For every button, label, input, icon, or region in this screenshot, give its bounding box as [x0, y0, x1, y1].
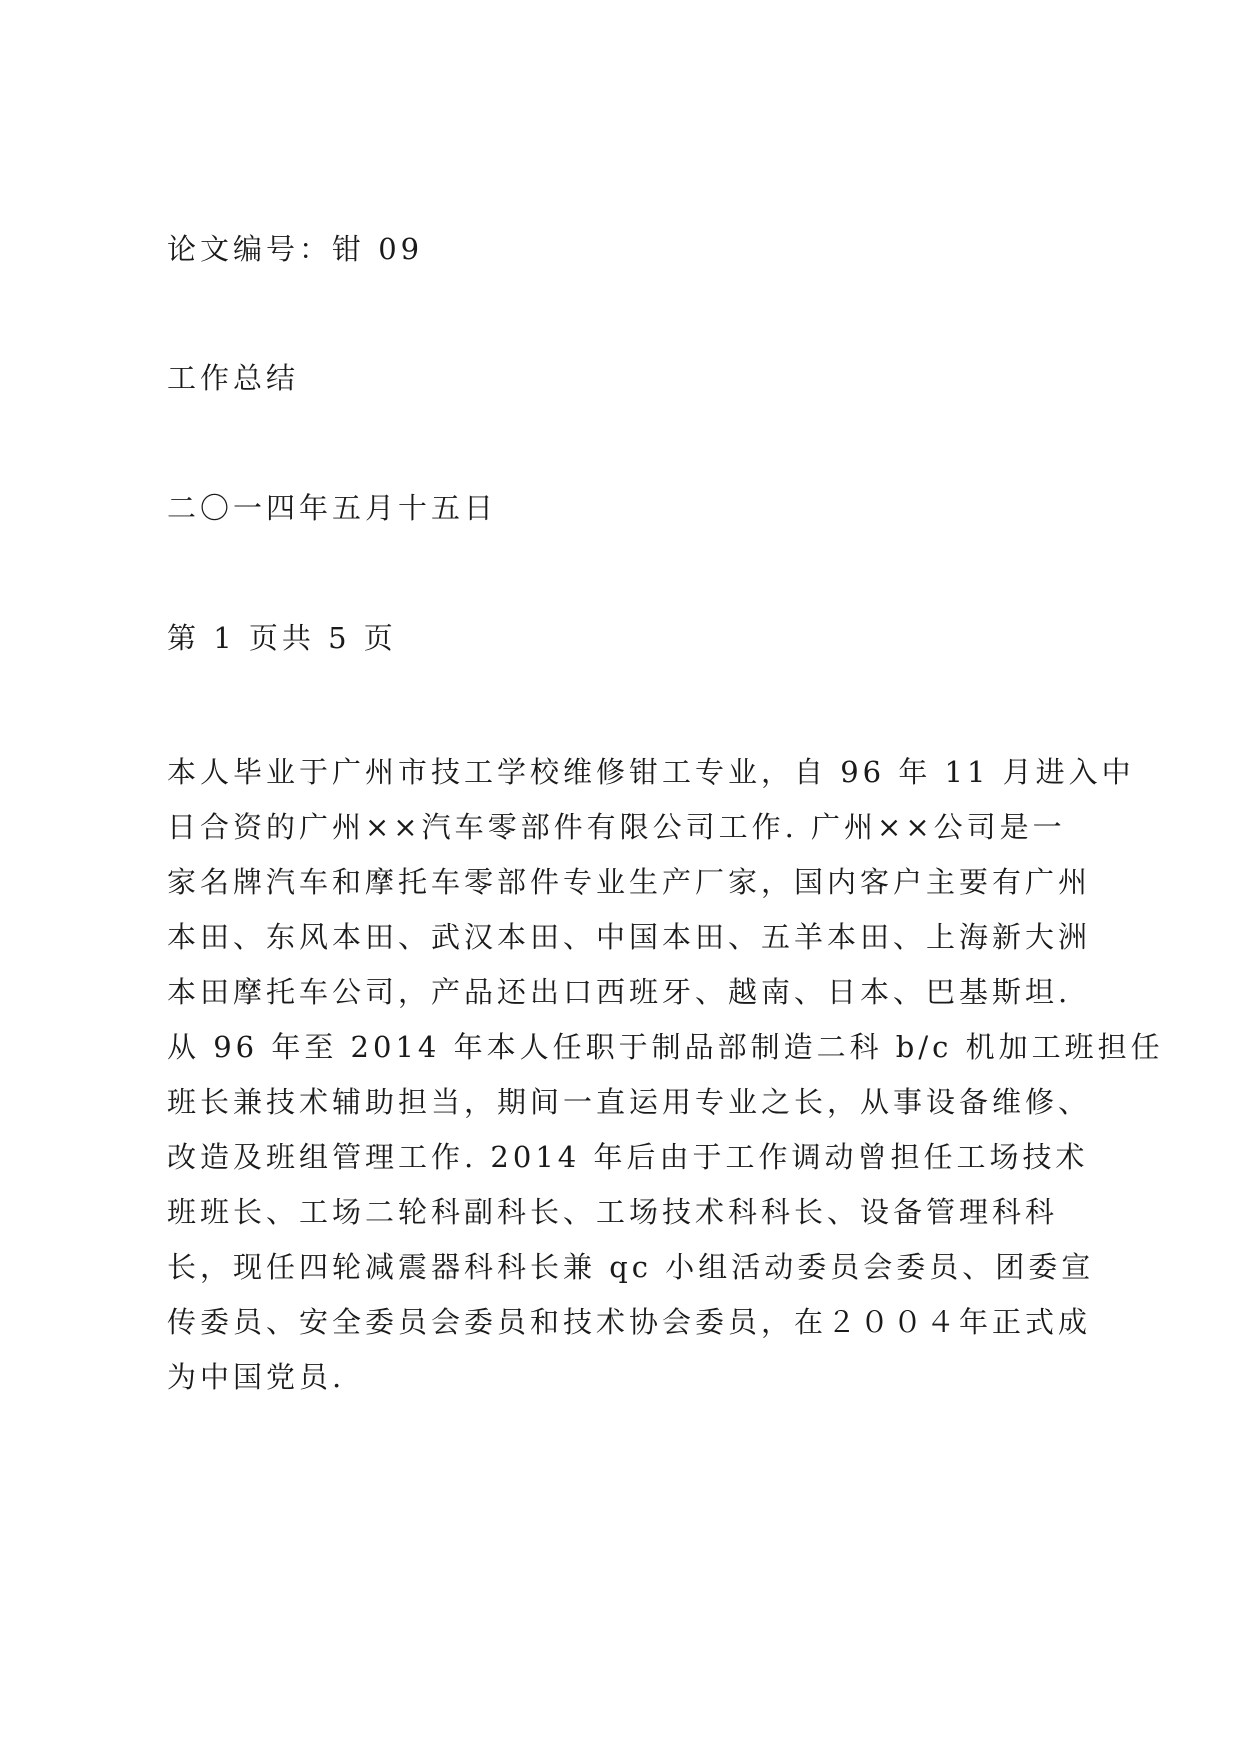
body-line: 家名牌汽车和摩托车零部件专业生产厂家，国内客户主要有广州 [167, 865, 1092, 899]
document-date: 二〇一四年五月十五日 [167, 491, 498, 525]
body-line: 改造及班组管理工作. 2014 年后由于工作调动曾担任工场技术 [167, 1140, 1089, 1174]
body-paragraph [167, 745, 1164, 1405]
document-title: 工作总结 [167, 361, 300, 395]
body-line: 从 96 年至 2014 年本人任职于制品部制造二科 b/c 机加工班担任 [167, 1030, 1164, 1064]
page-indicator: 第 1 页共 5 页 [167, 621, 397, 655]
body-line: 班班长、工场二轮科副科长、工场技术科科长、设备管理科科 [167, 1195, 1059, 1229]
body-line: 班长兼技术辅助担当，期间一直运用专业之长，从事设备维修、 [167, 1085, 1092, 1119]
body-line: 长，现任四轮减震器科科长兼 qc 小组活动委员会委员、团委宣 [167, 1250, 1095, 1284]
body-line: 本人毕业于广州市技工学校维修钳工专业，自 96 年 11 月进入中 [167, 755, 1135, 789]
body-line: 日合资的广州××汽车零部件有限公司工作. 广州××公司是一 [167, 810, 1066, 844]
body-line: 为中国党员. [167, 1360, 346, 1394]
body-line: 本田、东风本田、武汉本田、中国本田、五羊本田、上海新大洲 [167, 920, 1092, 954]
thesis-number: 论文编号：钳 09 [167, 232, 424, 266]
body-line: 本田摩托车公司，产品还出口西班牙、越南、日本、巴基斯坦. [167, 975, 1072, 1009]
body-line: 传委员、安全委员会委员和技术协会委员，在２００４年正式成 [167, 1305, 1092, 1339]
